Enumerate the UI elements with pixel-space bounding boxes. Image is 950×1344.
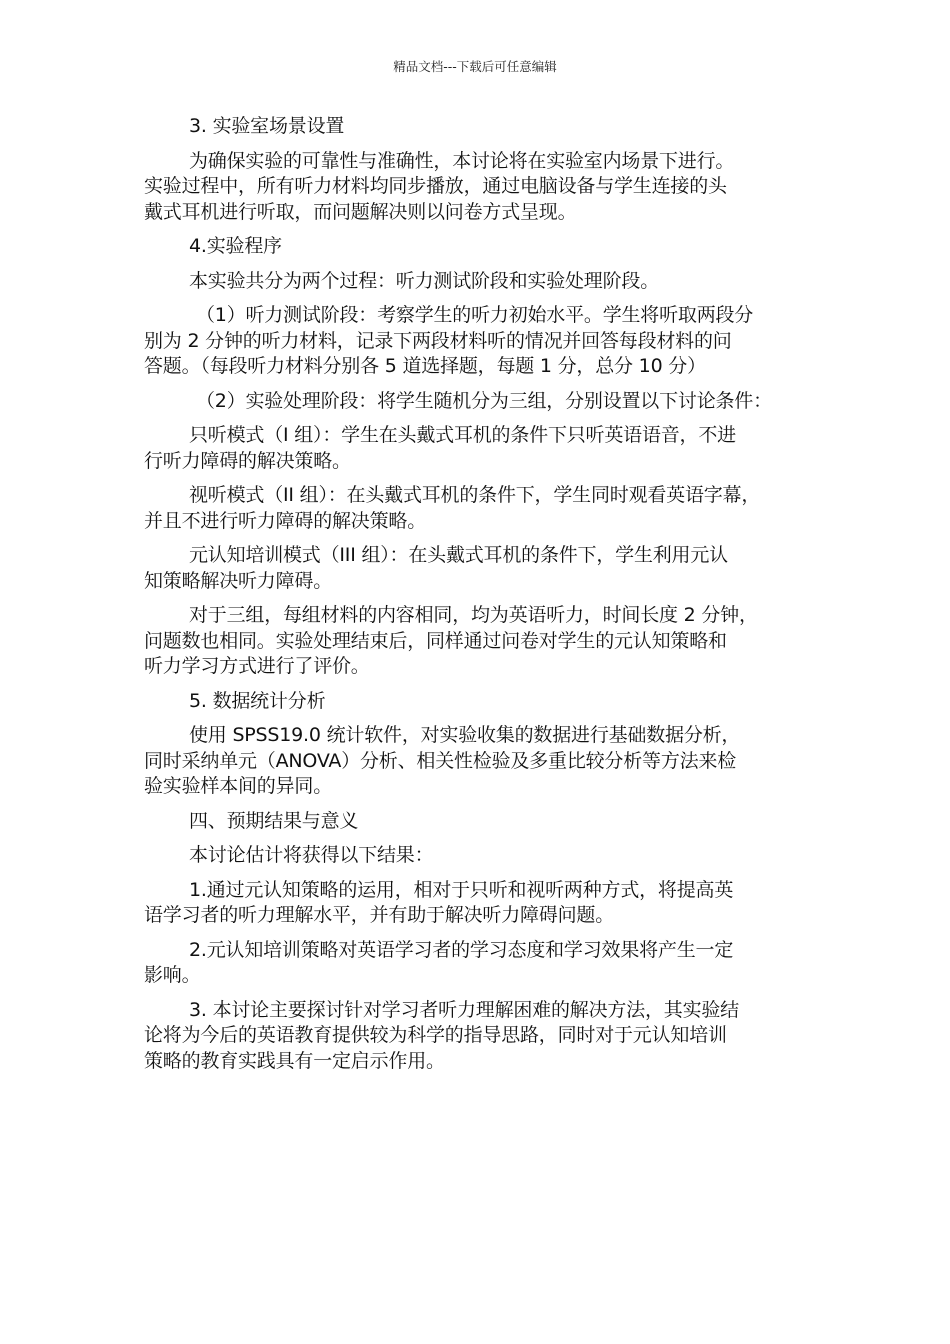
text-line: 四、预期结果与意义 (189, 809, 359, 832)
text-line: 别为 2 分钟的听力材料，记录下两段材料听的情况并回答每段材料的问 (144, 329, 732, 352)
text-line: 3. 实验室场景设置 (189, 115, 345, 137)
paragraph (144, 938, 820, 989)
text-line: 戴式耳机进行听取，而问题解决则以问卷方式呈现。 (144, 200, 577, 223)
text-line: 本讨论估计将获得以下结果： (189, 844, 434, 866)
paragraph (144, 543, 820, 594)
text-line: 实验过程中，所有听力材料均同步播放，通过电脑设备与学生连接的头 (144, 175, 727, 197)
section-heading (144, 689, 820, 715)
paragraph (144, 723, 820, 800)
paragraph (144, 269, 820, 295)
text-line: 1.通过元认知策略的运用，相对于只听和视听两种方式，将提高英 (189, 878, 734, 901)
paragraph (144, 389, 820, 415)
paragraph (144, 423, 820, 474)
section-heading (144, 234, 820, 260)
text-line: 语学习者的听力理解水平，并有助于解决听力障碍问题。 (144, 904, 615, 926)
text-line: 验实验样本间的异同。 (144, 775, 333, 797)
text-line: 论将为今后的英语教育提供较为科学的指导思路，同时对于元认知培训 (144, 1024, 727, 1046)
text-line: 4.实验程序 (189, 235, 282, 257)
paragraph (144, 843, 820, 869)
paragraph (144, 878, 820, 929)
text-line: 5. 数据统计分析 (189, 689, 326, 712)
text-line: （2）实验处理阶段：将学生随机分为三组，分别设置以下讨论条件： (196, 389, 772, 412)
text-line: 使用 SPSS19.0 统计软件，对实验收集的数据进行基础数据分析， (189, 724, 741, 746)
paragraph (144, 603, 820, 680)
paragraph (144, 303, 820, 380)
text-line: 对于三组，每组材料的内容相同，均为英语听力，时间长度 2 分钟， (189, 604, 758, 626)
text-line: 只听模式（I 组）：学生在头戴式耳机的条件下只听英语语音，不进 (189, 424, 736, 446)
text-line: 视听模式（II 组）：在头戴式耳机的条件下，学生同时观看英语字幕， (189, 484, 761, 506)
paragraph (144, 149, 820, 226)
text-line: 答题。（每段听力材料分别各 5 道选择题，每题 1 分，总分 10 分） (144, 355, 706, 377)
paragraph (144, 998, 820, 1075)
text-line: 3. 本讨论主要探讨针对学习者听力理解困难的解决方法，其实验结 (189, 998, 739, 1021)
text-line: 行听力障碍的解决策略。 (144, 449, 351, 472)
text-line: 本实验共分为两个过程：听力测试阶段和实验处理阶段。 (189, 269, 660, 292)
text-line: 元认知培训模式（III 组）：在头戴式耳机的条件下，学生利用元认 (189, 544, 728, 566)
text-line: （1）听力测试阶段：考察学生的听力初始水平。学生将听取两段分 (196, 304, 754, 326)
text-line: 为确保实验的可靠性与准确性，本讨论将在实验室内场景下进行。 (189, 149, 735, 172)
text-line: 策略的教育实践具有一定启示作用。 (144, 1049, 445, 1072)
text-line: 2.元认知培训策略对英语学习者的学习态度和学习效果将产生一定 (189, 938, 734, 961)
text-line: 并且不进行听力障碍的解决策略。 (144, 509, 427, 532)
section-heading (144, 114, 820, 140)
paragraph (144, 483, 820, 534)
text-line: 听力学习方式进行了评价。 (144, 655, 370, 677)
page-header: 精品文档---下载后可任意编辑 (393, 59, 557, 74)
text-line: 影响。 (144, 964, 201, 986)
document-body (144, 114, 820, 1083)
section-heading (144, 809, 820, 835)
text-line: 问题数也相同。实验处理结束后，同样通过问卷对学生的元认知策略和 (144, 629, 727, 652)
text-line: 同时采纳单元（ANOVA）分析、相关性检验及多重比较分析等方法来检 (144, 749, 737, 772)
text-line: 知策略解决听力障碍。 (144, 569, 333, 592)
